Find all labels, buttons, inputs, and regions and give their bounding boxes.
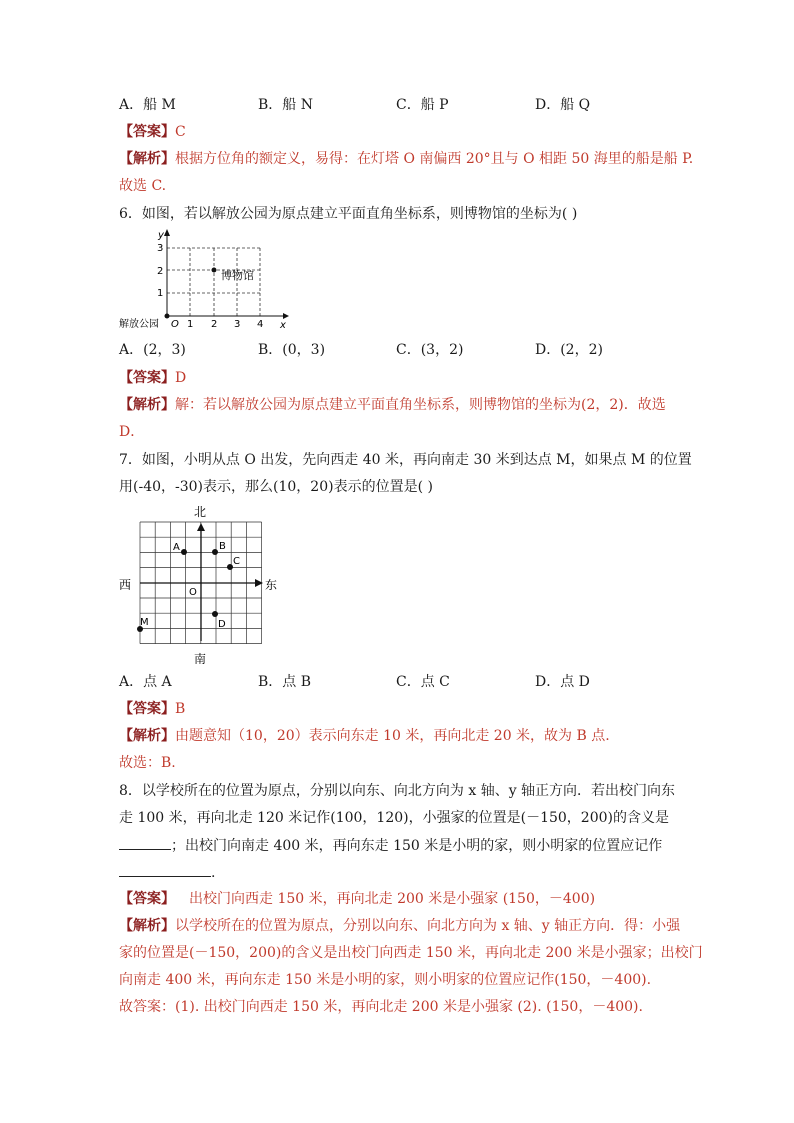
answer-value: C [175,124,186,140]
q7-stem-line1: 7．如图，小明从点 O 出发，先向西走 40 米，再向南走 30 米到达点 M，如果点 M 的位置 [119,452,692,468]
answer-value: 出校门向西走 150 米，再向北走 200 米是小强家 (150，－400) [189,891,596,907]
q7-answer [119,699,185,719]
north-label: 北 [194,505,207,519]
q7-analysis-line2: 故选：B. [119,755,176,771]
q8-analysis-line2: 家的位置是(－150，200)的含义是出校门向西走 150 米，再向北走 200 米是小强家；出校门 [119,945,703,961]
q5-answer [119,122,186,142]
answer-label: 【答案】 [119,701,175,717]
q8-stem-line3 [119,835,662,856]
q6-stem: 6．如图，若以解放公园为原点建立平面直角坐标系，则博物馆的坐标为( ) [119,206,578,222]
q6-option-d[interactable]: D．(2，2) [535,342,603,358]
q7-option-b[interactable]: B．点 B [258,674,312,690]
q8-stem-line4-text: . [211,865,216,881]
q8-stem-line1: 8．以学校所在的位置为原点，分别以向东、向北方向为 x 轴、y 轴正方向．若出校门向东 [119,783,676,799]
answer-label: 【答案】 [119,124,175,140]
answer-value: B [175,701,186,717]
x-tick-2: 2 [211,319,218,330]
q5-analysis-line2: 故选 C. [119,178,167,194]
point-d [212,611,218,617]
x-tick-4: 4 [257,319,264,330]
q7-stem-line2: 用(-40，-30)表示，那么(10，20)表示的位置是( ) [119,479,433,495]
y-axis-label: y [158,230,164,241]
q7-analysis-line1 [119,726,610,746]
q7-option-d[interactable]: D．点 D [535,674,590,690]
point-a [181,549,187,555]
q8-answer [119,889,595,909]
q5-analysis-line1 [119,149,693,169]
x-tick-1: 1 [187,319,194,330]
q8-analysis-line4: 故答案：(1). 出校门向西走 150 米，再向北走 200 米是小强家 (2). (150，－400). [119,999,643,1015]
point-b [212,549,218,555]
q7-origin-label: O [189,587,197,598]
origin-point [165,314,170,319]
y-axis-arrow [164,229,170,236]
west-label: 西 [119,578,132,592]
south-label: 南 [194,652,207,666]
analysis-label: 【解析】 [119,397,175,413]
analysis-text: 根据方位角的额定义，易得：在灯塔 O 南偏西 20°且与 O 相距 50 海里的船是船 P. [175,151,694,167]
q8-stem-line4 [119,862,215,883]
q8-analysis-line1 [119,916,680,936]
y-tick-3: 3 [157,243,164,254]
q6-coordinate-figure [115,226,295,332]
q5-option-a[interactable]: A．船 M [119,97,176,113]
q6-analysis-line2: D． [119,424,145,440]
q7-option-a[interactable]: A．点 A [119,674,172,690]
y-tick-2: 2 [157,266,164,277]
x-axis-arrow [283,313,289,319]
q8-stem-line3-text: ；出校门向南走 400 米，再向东走 150 米是小明的家，则小明家的位置应记作 [171,838,663,854]
q6-option-a[interactable]: A．(2，3) [119,342,186,358]
q6-answer [119,368,186,388]
north-arrow [197,523,205,531]
answer-label: 【答案】 [119,370,175,386]
analysis-text: 解：若以解放公园为原点建立平面直角坐标系，则博物馆的坐标为(2，2)．故选 [175,397,666,413]
q7-option-c[interactable]: C．点 C [396,674,450,690]
analysis-label: 【解析】 [119,918,175,934]
q5-option-d[interactable]: D．船 Q [535,97,591,113]
x-axis-label: x [280,320,286,331]
answer-label: 【答案】 [119,891,175,907]
analysis-text: 以学校所在的位置为原点，分别以向东、向北方向为 x 轴、y 轴正方向．得：小强 [175,918,681,934]
q8-analysis-line3: 向南走 400 米，再向东走 150 米是小明的家，则小明家的位置应记作(150，－400). [119,972,652,988]
q6-grid [167,248,260,316]
q5-option-b[interactable]: B．船 N [258,97,313,113]
analysis-label: 【解析】 [119,728,175,744]
origin-label: O [171,319,179,330]
analysis-label: 【解析】 [119,151,175,167]
museum-label: 博物馆 [221,269,254,282]
point-a-label: A [173,542,180,553]
point-b-label: B [219,541,226,552]
point-m-label: M [140,617,149,628]
q6-option-b[interactable]: B．(0，3) [258,342,326,358]
answer-value: D [175,370,187,386]
q6-analysis-line1 [119,395,666,415]
q5-option-c[interactable]: C．船 P [396,97,449,113]
east-label: 东 [265,578,278,592]
analysis-text: 由题意知（10，20）表示向东走 10 米，再向北走 20 米，故为 B 点. [175,728,610,744]
q6-option-c[interactable]: C．(3，2) [396,342,464,358]
y-tick-1: 1 [157,288,164,299]
origin-name-label: 解放公园 [119,319,159,330]
x-tick-3: 3 [234,319,241,330]
q8-blank-1[interactable] [119,835,171,850]
q8-blank-2[interactable] [119,862,211,877]
q8-stem-line2: 走 100 米，再向北走 120 米记作(100，120)，小强家的位置是(－150，200)的含义是 [119,810,669,826]
point-c-label: C [233,556,240,567]
q7-grid-figure [115,503,285,668]
point-d-label: D [218,619,226,630]
museum-point [212,268,217,273]
